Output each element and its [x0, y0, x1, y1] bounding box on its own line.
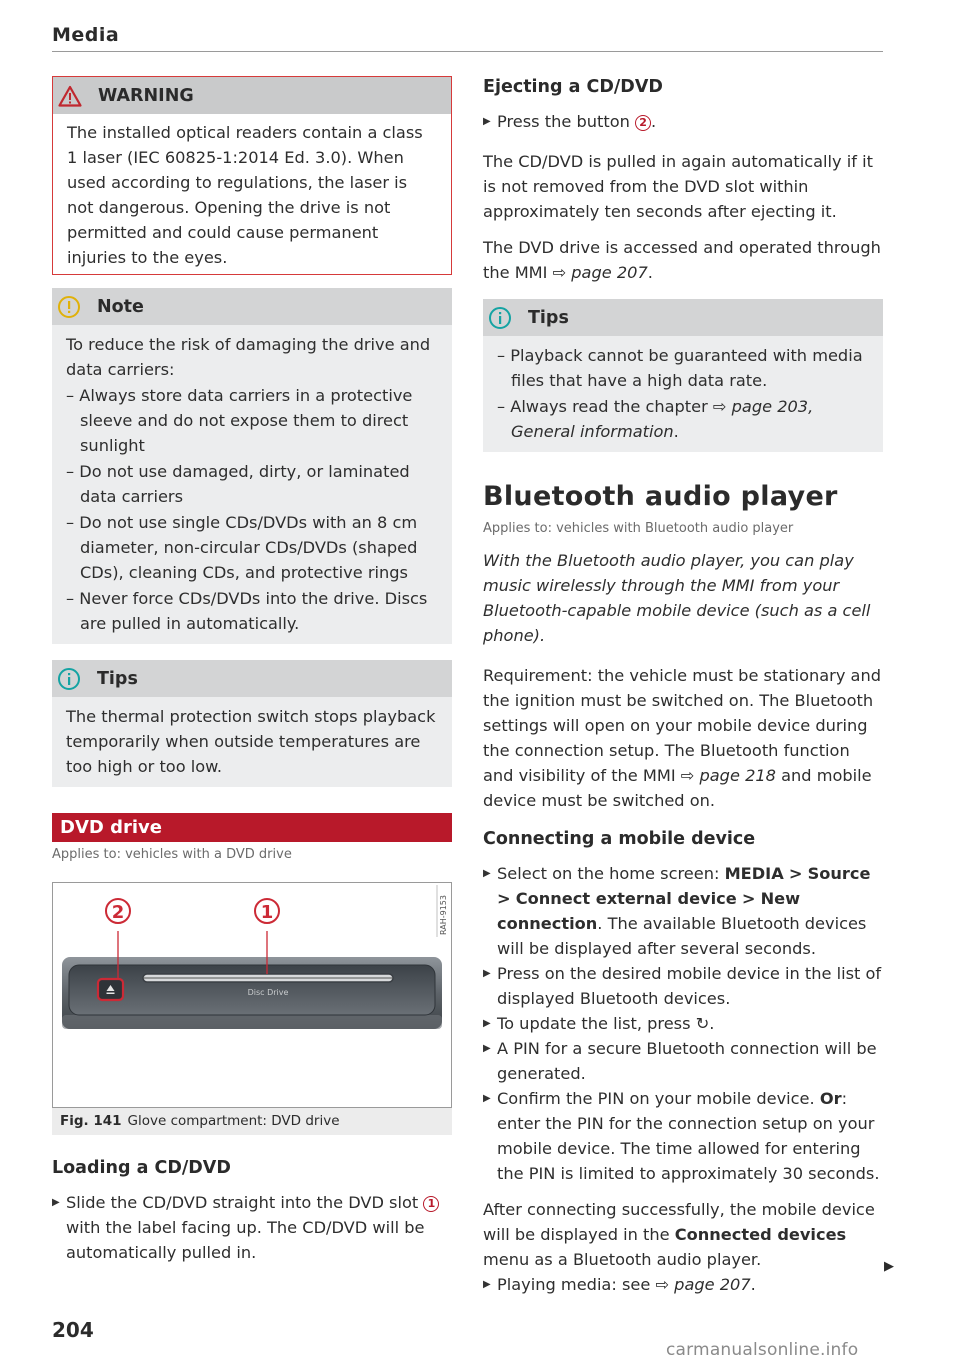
note-title-bar [52, 288, 452, 325]
note-title: Note [97, 296, 144, 317]
link-page-207[interactable]: ⇨ page 207 [552, 263, 648, 282]
note-item: – Do not use single CDs/DVDs with an 8 cm diameter, non-circular CDs/DVDs (shaped CDs), cleaning CDs, and protective rings [66, 513, 418, 582]
figure-number: Fig. 141 [60, 1113, 122, 1129]
bluetooth-intro: With the Bluetooth audio player, you can play music wirelessly through the MMI from your Bluetooth-capable mobile device (such as a cell phone). [483, 551, 871, 645]
callout-1: 1 [260, 902, 274, 923]
watermark: carmanualsonline.info [666, 1340, 859, 1360]
connect-step-3: ▶ To update the list, press ↻. [483, 1011, 883, 1036]
tips-title-right: Tips [528, 307, 569, 328]
figure-code: RAH-9153 [439, 895, 448, 935]
section-title-dvd-drive: DVD drive [52, 813, 452, 842]
heading-loading: Loading a CD/DVD [52, 1158, 231, 1178]
connect-step-2: ▶ Press on the desired mobile device in the list of displayed Bluetooth devices. [483, 961, 883, 1011]
playing-media-step: ▶ Playing media: see ⇨ page 207. [483, 1272, 883, 1297]
page-header-title: Media [52, 24, 120, 46]
dvd-drive-illustration [53, 883, 451, 1107]
ejecting-step: ▶ Press the button 2 . [483, 109, 883, 134]
tips-title-bar-left [52, 660, 452, 697]
note-icon [57, 295, 81, 319]
figure-caption-text: Glove compartment: DVD drive [127, 1113, 340, 1129]
continue-arrow-icon: ▶ [884, 1259, 894, 1274]
tips-icon [57, 667, 81, 691]
link-page-203[interactable]: ⇨ page 203, General information [511, 397, 814, 441]
callout-2: 2 [111, 902, 125, 923]
link-page-218[interactable]: ⇨ page 218 [680, 766, 776, 785]
ejecting-text-1: The CD/DVD is pulled in again automatically if it is not removed from the DVD slot within approximately ten seconds after ejecting it. [483, 152, 873, 221]
note-item: – Always store data carriers in a protective sleeve and do not expose them to direct sunlight [66, 386, 413, 455]
heading-connecting: Connecting a mobile device [483, 829, 756, 849]
heading-ejecting: Ejecting a CD/DVD [483, 77, 663, 97]
tips-title-bar-right [483, 299, 883, 336]
refresh-icon: ↻ [695, 1014, 710, 1033]
header-divider [52, 51, 883, 52]
tips-box-left [52, 660, 452, 787]
heading-bluetooth-audio-player: Bluetooth audio player [483, 481, 838, 512]
warning-text: The installed optical readers contain a class 1 laser (IEC 60825-1:2014 Ed. 3.0). When used according to regulations, the laser is not dangerous. Opening the drive is not permitted and could cause permanent injuries to the eyes. [67, 123, 423, 267]
connect-step-4: ▶ A PIN for a secure Bluetooth connection will be generated. [483, 1036, 883, 1086]
tips-text-left: The thermal protection switch stops playback temporarily when outside temperatures are too high or too low. [66, 707, 436, 776]
after-connecting: After connecting successfully, the mobile device will be displayed in the Connected devices menu as a Bluetooth audio player. [483, 1200, 875, 1269]
warning-icon [58, 84, 82, 108]
page-number: 204 [52, 1318, 94, 1342]
tips-box-right [483, 299, 883, 452]
warning-title: WARNING [98, 85, 194, 106]
note-box [52, 288, 452, 644]
warning-title-bar [53, 77, 451, 114]
tips-item: – Always read the chapter ⇨ page 203, General information. [497, 397, 814, 441]
bluetooth-requirement: Requirement: the vehicle must be stationary and the ignition must be switched on. The Bluetooth settings will open on your mobile device during the connection setup. The Bluetooth function and visibility of the MMI ⇨ page 218 and mobile device must be switched on. [483, 666, 882, 810]
applies-to-dvd: Applies to: vehicles with a DVD drive [52, 847, 292, 862]
ref-callout-2: 2 [635, 115, 651, 131]
note-item: – Do not use damaged, dirty, or laminated data carriers [66, 462, 410, 506]
loading-step: ▶ Slide the CD/DVD straight into the DVD slot 1 with the label facing up. The CD/DVD will be automatically pulled in. [52, 1190, 452, 1265]
applies-to-bluetooth: Applies to: vehicles with Bluetooth audio player [483, 521, 794, 536]
left-column [52, 76, 452, 1265]
link-page-207-b[interactable]: ⇨ page 207 [655, 1275, 751, 1294]
note-intro: To reduce the risk of damaging the drive and data carriers: [66, 335, 431, 379]
tips-title-left: Tips [97, 668, 138, 689]
right-column [483, 76, 883, 1297]
note-item: – Never force CDs/DVDs into the drive. Discs are pulled in automatically. [66, 589, 428, 633]
connect-step-1: ▶ Select on the home screen: MEDIA > Source > Connect external device > New connection. The available Bluetooth devices will be displayed after several seconds. [483, 861, 883, 961]
connect-step-5: ▶ Confirm the PIN on your mobile device. Or: enter the PIN for the connection setup on your mobile device. The time allowed for entering the PIN is limited to approximately 30 seconds. [483, 1086, 883, 1186]
figure-dvd-drive [52, 882, 452, 1108]
ejecting-text-2: The DVD drive is accessed and operated through the MMI ⇨ page 207. [483, 238, 881, 282]
ref-callout-1: 1 [423, 1196, 439, 1212]
tips-icon [488, 306, 512, 330]
tips-item: – Playback cannot be guaranteed with media files that have a high data rate. [497, 346, 863, 390]
warning-box [52, 76, 452, 275]
figure-caption [52, 1108, 452, 1135]
disc-drive-label: Disc Drive [247, 988, 289, 997]
